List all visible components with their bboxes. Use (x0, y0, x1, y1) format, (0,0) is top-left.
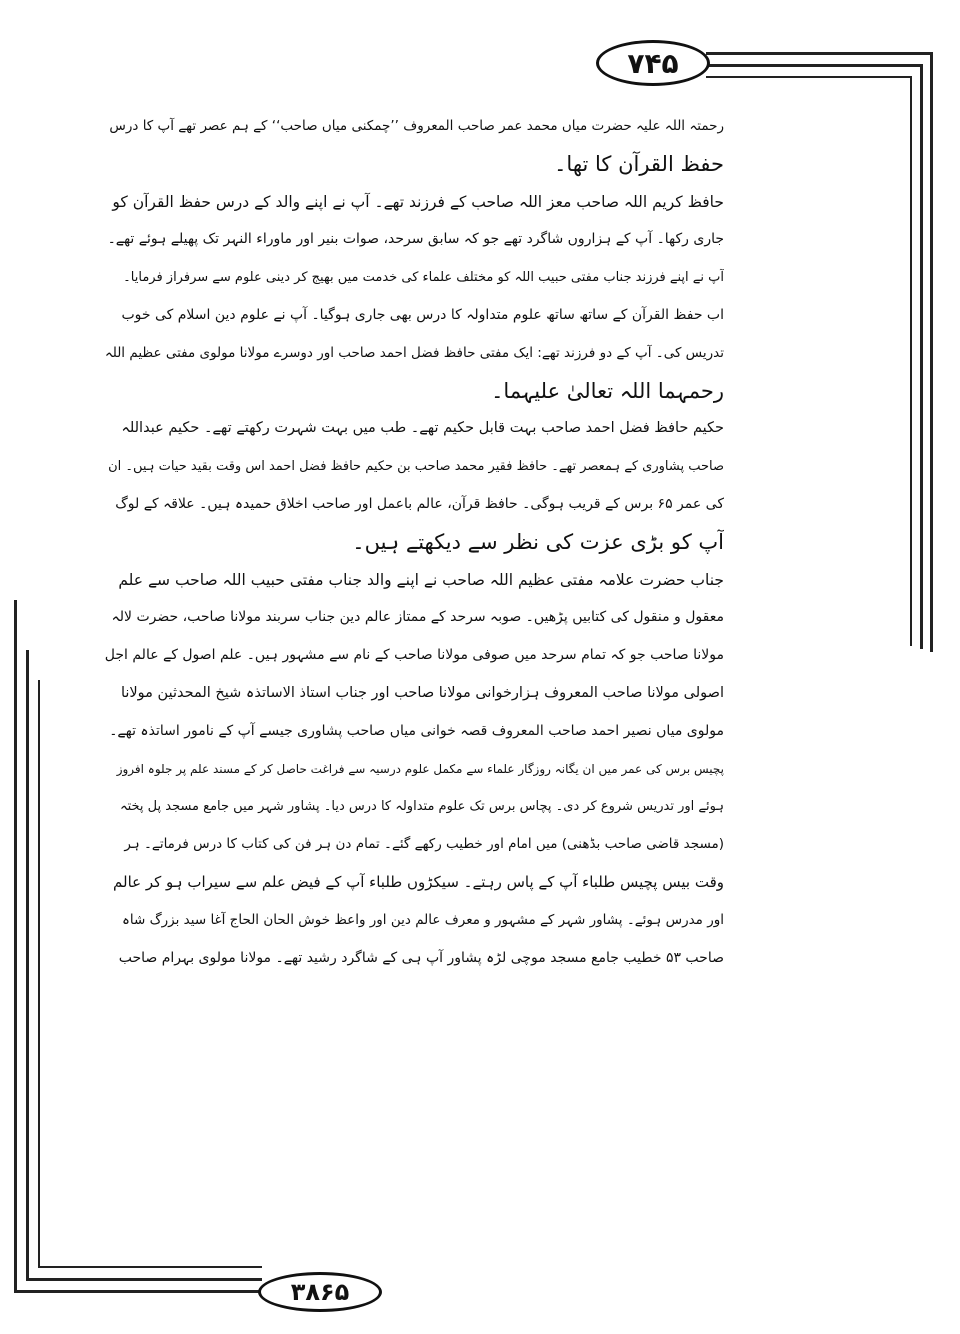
text-line: حافظ کریم اللہ صاحب معز اللہ صاحب کے فرزند تھے۔ آپ نے اپنے والد کے درس حفظ القرآن کو (112, 192, 724, 211)
text-line: مولوی میاں نصیر احمد صاحب المعروف قصہ خوانی میاں صاحب پشاوری جیسے آپ کے نامور اساتذہ تھے۔ (109, 722, 724, 739)
frame-left-line-third (38, 680, 40, 1268)
text-line: اور مدرس ہوئے۔ پشاور شہر کے مشہور و معرف عالم دین اور واعظ خوش الحان الحاج آغا سید بزرگ شاہ (121, 911, 724, 928)
frame-top-line-inner (706, 64, 922, 67)
text-line: کی عمر ۶۵ برس کے قریب ہوگی۔ حافظ قرآن، عالم باعمل اور صاحب اخلاق حمیدہ ہیں۔ علاقہ کے لوگ (115, 495, 724, 512)
text-line: حکیم حافظ فضل احمد صاحب بہت قابل حکیم تھے۔ طب میں بہت شہرت رکھتے تھے۔ حکیم عبداللہ (121, 420, 724, 437)
text-line: معقول و منقول کی کتابیں پڑھیں۔ صوبہ سرحد کے ممتاز عالم دین جناب سربند مولانا صاحب، حضرت لالہ (111, 609, 724, 626)
text-line: رحمتہ اللہ علیہ حضرت میاں محمد عمر صاحب المعروف ’’چمکنی میاں صاحب‘‘ کے ہم عصر تھے آپ کا درس (109, 118, 724, 134)
frame-bottom-line-inner (26, 1278, 262, 1281)
frame-bottom-line-third (38, 1266, 262, 1268)
text-line: آپ کو بڑی عزت کی نظر سے دیکھتے ہیں۔ (352, 529, 724, 554)
frame-right-line-inner (920, 64, 923, 649)
text-line: صاحب پشاوری کے ہمعصر تھے۔ حافظ فقیر محمد صاحب بن حکیم حافظ فضل احمد اس وقت بقید حیات ہیں۔ ان (108, 459, 724, 475)
frame-top-line-outer (706, 52, 932, 55)
frame-right-line-third (910, 76, 912, 646)
text-line: صاحب ۵۳ خطیب جامع مسجد موچی لڑہ پشاور آپ ہی کے شاگرد رشید تھے۔ مولانا مولوی بہرام صاحب (118, 949, 724, 966)
frame-left-line-outer (14, 600, 17, 1292)
text-line: (مسجد قاضی صاحب بڈھنی) میں امام اور خطیب رکھے گئے۔ تمام دن ہر فن کی کتاب کا درس فرماتے۔ ہر (124, 836, 724, 853)
text-line: پچیس برس کی عمر میں ان یگانہ روزگار علماء سے مکمل علوم درسیہ سے فراغت حاصل کر کے مسند علم پر جلوہ افروز (116, 761, 724, 776)
text-line: تدریس کی۔ آپ کے دو فرزند تھے: ایک مفتی حافظ فضل احمد صاحب اور دوسرے مولانا مولوی مفتی عظیم اللہ (104, 344, 724, 361)
text-line: حفظ القرآن کا تھا۔ (554, 151, 724, 176)
text-line: وقت بیس پچیس طلباء آپ کے پاس رہتے۔ سیکڑوں طلباء آپ کے فیض علم سے سیراب ہو کر عالم (113, 872, 724, 891)
frame-top-line-third (706, 76, 912, 78)
page-number-bottom: ۳۸۶۵ (258, 1272, 382, 1312)
frame-left-line-inner (26, 650, 29, 1280)
frame-bottom-line-outer (14, 1290, 262, 1293)
page-number-top: ۷۴۵ (596, 40, 710, 86)
text-line: جناب حضرت علامہ مفتی عظیم اللہ صاحب نے اپنے والد جناب مفتی حبیب اللہ صاحب سے علم (118, 570, 724, 589)
frame-right-line-outer (930, 52, 933, 652)
text-line: ہوئے اور تدریس شروع کر دی۔ پچاس برس تک علوم متداولہ کا درس دیا۔ پشاور شہر میں جامع مسجد پل پختہ (119, 799, 724, 815)
text-line: اب حفظ القرآن کے ساتھ ساتھ علوم متداولہ کا درس بھی جاری ہوگیا۔ آپ نے علوم دین اسلام کی خوب (121, 306, 724, 323)
text-line: جاری رکھا۔ آپ کے ہزاروں شاگرد تھے جو کہ سابق سرحد، صوات بنیر اور ماوراء النہر تک پھیلے ہوئے تھے۔ (107, 231, 724, 248)
text-line: مولانا صاحب جو کہ تمام سرحد میں صوفی مولانا صاحب کے نام سے مشہور ہیں۔ علم اصول کے عالم اجل (104, 647, 724, 664)
text-line: رحمہما اللہ تعالیٰ علیہما۔ (491, 378, 724, 403)
text-line: آپ نے اپنے فرزند جناب مفتی حبیب اللہ کو مختلف علماء کی خدمت میں بھیج کر دینی علوم سے سرفراز فرمایا۔ (123, 270, 724, 286)
text-line: اصولی مولانا صاحب المعروف ہزارخوانی مولانا صاحب اور جناب استاذ الاساتذہ شیخ المحدثین مولانا (120, 684, 724, 701)
page-body (104, 108, 724, 977)
